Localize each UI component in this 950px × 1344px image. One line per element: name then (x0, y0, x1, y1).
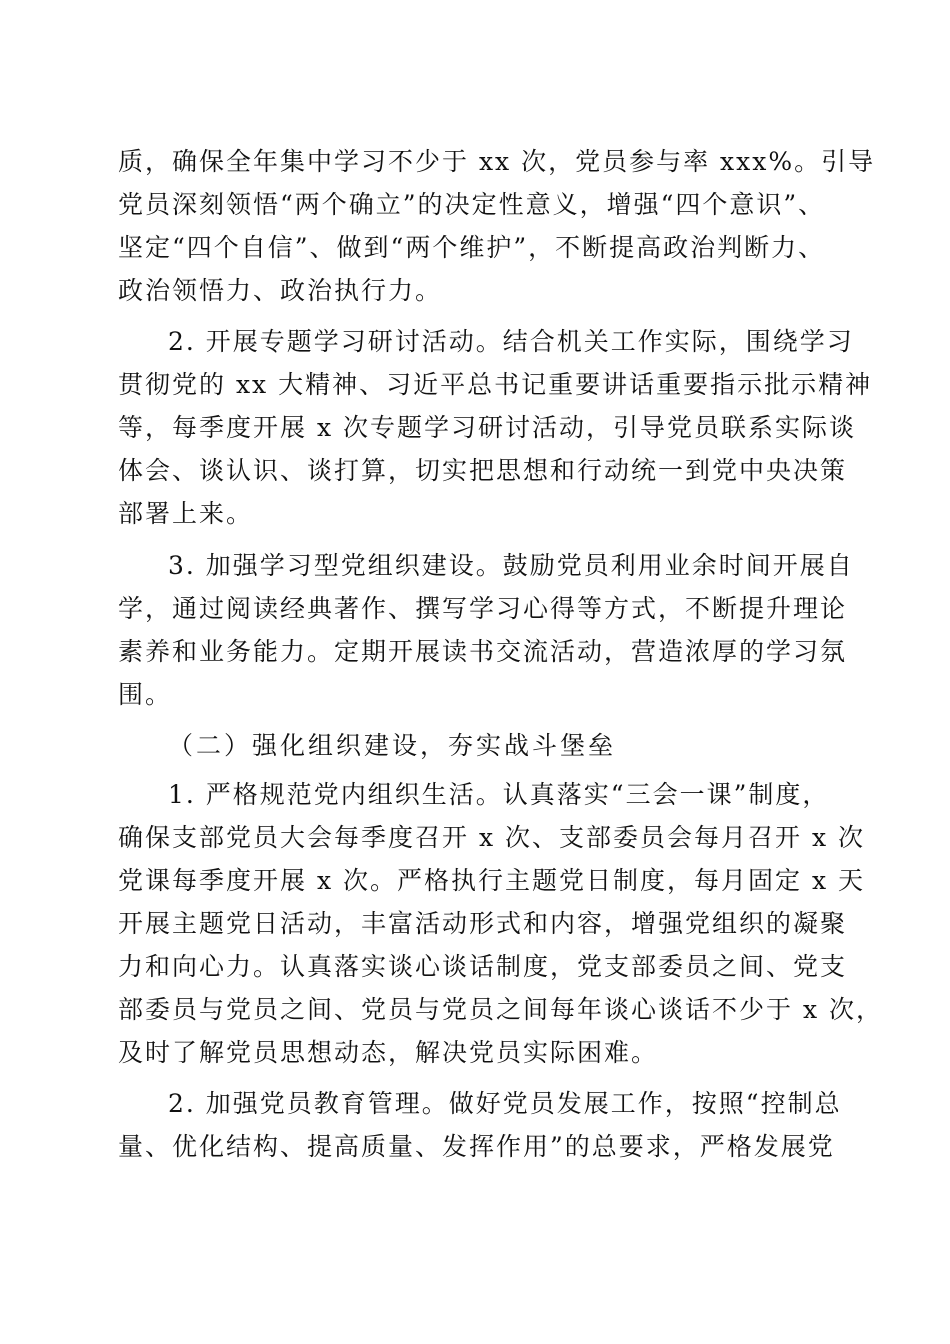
paragraph-line: 围。 (118, 680, 173, 709)
paragraph-line: 素养和业务能力。定期开展读书交流活动，营造浓厚的学习氛 (118, 637, 848, 666)
paragraph-line: 部委员与党员之间、党员与党员之间每年谈心谈话不少于 x 次， (118, 995, 883, 1024)
paragraph-line: 力和向心力。认真落实谈心谈话制度，党支部委员之间、党支 (118, 952, 848, 981)
paragraph-line: 确保支部党员大会每季度召开 x 次、支部委员会每月召开 x 次 (118, 823, 865, 852)
paragraph-line: 党课每季度开展 x 次。严格执行主题党日制度，每月固定 x 天 (118, 866, 865, 895)
paragraph-line: 3. 加强学习型党组织建设。鼓励党员利用业余时间开展自 (168, 551, 854, 580)
paragraph-line: 政治领悟力、政治执行力。 (118, 276, 443, 305)
paragraph-line: 部署上来。 (118, 499, 254, 528)
paragraph-line: 及时了解党员思想动态，解决党员实际困难。 (118, 1038, 659, 1067)
paragraph-line: 坚定“四个自信”、做到“两个维护”，不断提高政治判断力、 (118, 233, 826, 262)
paragraph-line: 1. 严格规范党内组织生活。认真落实“三会一课”制度， (168, 780, 830, 809)
paragraph-line: 党员深刻领悟“两个确立”的决定性意义，增强“四个意识”、 (118, 190, 826, 219)
section-heading: （二）强化组织建设，夯实战斗堡垒 (168, 731, 617, 760)
paragraph-line: 量、优化结构、提高质量、发挥作用”的总要求，严格发展党 (118, 1132, 835, 1161)
paragraph-line: 开展主题党日活动，丰富活动形式和内容，增强党组织的凝聚 (118, 909, 848, 938)
paragraph-line: 2. 加强党员教育管理。做好党员发展工作，按照“控制总 (168, 1089, 842, 1118)
paragraph-line: 贯彻党的 xx 大精神、习近平总书记重要讲话重要指示批示精神 (118, 370, 873, 399)
paragraph-line: 2. 开展专题学习研讨活动。结合机关工作实际，围绕学习 (168, 327, 854, 356)
paragraph-line: 等，每季度开展 x 次专题学习研讨活动，引导党员联系实际谈 (118, 413, 856, 442)
paragraph-line: 体会、谈认识、谈打算，切实把思想和行动统一到党中央决策 (118, 456, 848, 485)
paragraph-line: 学，通过阅读经典著作、撰写学习心得等方式，不断提升理论 (118, 594, 848, 623)
paragraph-line: 质，确保全年集中学习不少于 xx 次，党员参与率 xxx%。引导 (118, 147, 876, 176)
